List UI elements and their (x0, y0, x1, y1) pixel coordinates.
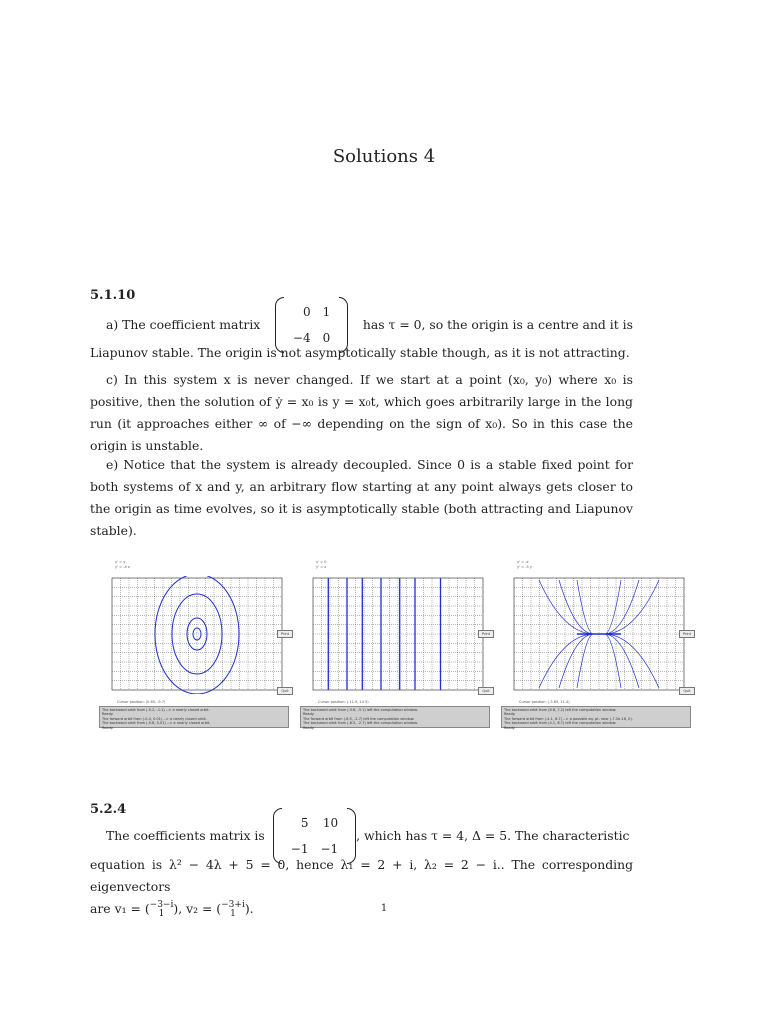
status-line: Ready. (504, 712, 516, 717)
status-line: Ready. (303, 712, 315, 717)
coefficient-matrix-2 (273, 810, 356, 862)
equation-label: y' = -5 y (517, 565, 532, 569)
matrix-cell: −1 (290, 842, 309, 856)
para2-line2: equation is λ² − 4λ + 5 = 0, hence λ₁ = 2 + i, λ₂ = 2 − i.. The corresponding eigenvectors (90, 857, 633, 894)
matrix-cell: −4 (292, 331, 311, 345)
equation-label: y' = x (316, 565, 327, 569)
status-line: The backward orbit from (6.8, 7.2) left the computation window. (504, 708, 617, 712)
status-line: The forward orbit from (-4.1, 6.7) --> a possible eq. pt. near (-7.5e-16, 0). (504, 716, 633, 721)
print-button[interactable]: Print (277, 630, 293, 638)
phase-portrait-3 (499, 560, 693, 730)
phase-plane-axes (110, 576, 286, 694)
print-button[interactable]: Print (478, 630, 494, 638)
status-line: The backward orbit from (-5.2, -1.1) --> a nearly closed orbit. (102, 708, 210, 712)
para2-line3-mid: , v₂ = (178, 901, 213, 916)
para2-pre: The coefficients matrix is (106, 828, 265, 843)
phase-plane-axes (311, 576, 487, 694)
quit-button[interactable]: Quit (277, 687, 293, 695)
v2-bottom: 1 (230, 908, 236, 919)
coefficient-matrix (275, 299, 348, 351)
quit-button[interactable]: Quit (679, 687, 695, 695)
matrix-cell: −1 (320, 842, 339, 856)
cursor-position: Cursor position: (0.85, -9.7) (117, 700, 166, 704)
page-number: 1 (380, 903, 388, 914)
equation-label: y' = -4 x (115, 565, 130, 569)
page-title: Solutions 4 (332, 146, 436, 167)
equation-label: x' = y (115, 560, 126, 564)
para-a-line2: Liapunov stable. The origin is not asymptotically stable though, as it is not attracting. (90, 345, 630, 360)
para2-line3-end: . (249, 901, 254, 916)
matrix-cell: 0 (322, 331, 331, 345)
matrix-cell: 5 (300, 816, 309, 830)
status-line: Ready. (102, 725, 114, 730)
quit-button[interactable]: Quit (478, 687, 494, 695)
cursor-position: Cursor position: (-11.9, 14.5) (318, 700, 369, 704)
status-line: Ready. (102, 712, 114, 717)
status-line: The backward orbit from (-5.6, -5.1) left the computation window. (303, 708, 418, 712)
phase-portrait-1 (97, 560, 291, 730)
paragraph-c: c) In this system x is never changed. If we start at a point (x₀, y₀) where x₀ is positive, then the solution of ẏ = x₀ is y = x₀t, which goes arbitrarily large in the long run (it approaches either ∞ of −∞ depending on the sign of x₀). So in this case the origin is unstable. (90, 372, 633, 453)
status-log (99, 706, 289, 728)
status-line: The backward orbit from (4.1, 6.7) left the computation window. (504, 721, 617, 726)
matrix-cell: 10 (322, 816, 339, 830)
equation-label: x' = -x (517, 560, 529, 564)
status-line: Ready. (303, 725, 315, 730)
para2-line3: are v₁ = (−3−i 1 ), v₂ = (−3+i 1 ). (90, 899, 254, 919)
phase-portrait-2 (298, 560, 492, 730)
matrix-cell: 1 (322, 305, 331, 319)
status-line: The forward orbit from (-0.4, 0.01) --> a nearly closed orbit. (102, 716, 207, 721)
v1-bottom: 1 (158, 908, 165, 919)
section-heading-5-1-10: 5.1.10 (90, 288, 136, 303)
status-line: The backward orbit from (-0.8, 0.01) --> a nearly closed orbit. (102, 721, 211, 726)
status-log (300, 706, 490, 728)
matrix-cell: 0 (302, 305, 311, 319)
status-line: Ready. (504, 725, 516, 730)
para-a-post: has τ = 0, so the origin is a centre and it is (362, 317, 633, 332)
phase-plane-axes (512, 576, 688, 694)
v2-top: −3+i (221, 899, 245, 910)
para-a-pre: a) The coefficient matrix (106, 317, 261, 332)
cursor-position: Cursor position: (-3.65, 11.4) (519, 700, 570, 704)
paragraph-e: e) Notice that the system is already decoupled. Since 0 is a stable fixed point for both systems of x and y, an arbitrary flow starting at any point always gets closer to the origin as time evolves, so it is asymptotically stable (both attracting and Liapunov stable). (90, 457, 633, 538)
status-log (501, 706, 691, 728)
para2-post: , which has τ = 4, Δ = 5. The characteristic (356, 828, 630, 843)
paragraph-a (90, 305, 633, 364)
equation-label: x' = 0 (316, 560, 327, 564)
para2-line3-pre: are v₁ = (90, 901, 141, 916)
status-line: The backward orbit from (-6.5, -2.7) left the computation window. (303, 721, 418, 726)
print-button[interactable]: Print (679, 630, 695, 638)
section-heading-5-2-4: 5.2.4 (90, 802, 127, 817)
status-line: The forward orbit from (-6.5, -2.7) left the computation window. (303, 716, 415, 721)
v1-top: −3−i (149, 899, 174, 910)
